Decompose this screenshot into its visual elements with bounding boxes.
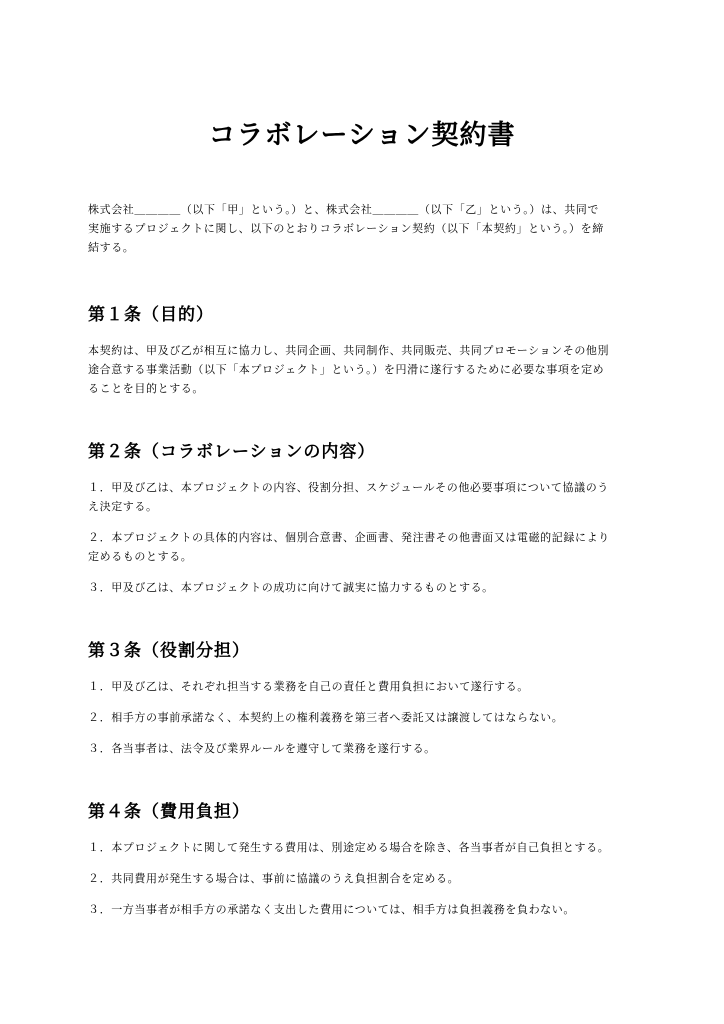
document-title: コラボレーション契約書 (208, 120, 516, 151)
clause-item: １．甲及び乙は、それぞれ担当する業務を自己の責任と費用負担において遂行する。 (88, 680, 529, 693)
article-heading: 第１条（目的） (88, 305, 214, 325)
article-4 (88, 800, 636, 919)
article-2 (88, 440, 636, 597)
clause-item: ３．甲及び乙は、本プロジェクトの成功に向けて誠実に協力するものとする。 (88, 581, 494, 594)
clause-item: ２．本プロジェクトの具体的内容は、個別合意書、企画書、発注書その他書面又は電磁的記録により 定めるものとする。 (88, 531, 610, 563)
clause-list (88, 838, 636, 919)
clause-item: ２．相手方の事前承諾なく、本契約上の権利義務を第三者へ委託又は譲渡してはならない。 (88, 711, 564, 724)
article-heading: 第２条（コラボレーションの内容） (88, 442, 376, 462)
article-3 (88, 639, 636, 758)
preamble: 株式会社＿＿＿＿（以下「甲」という。）と、株式会社＿＿＿＿（以下「乙」という。）は、共同で 実施するプロジェクトに関し、以下のとおりコラボレーション契約（以下「本契約」という。）を締 結する。 (88, 203, 604, 254)
clause-item: ３．各当事者は、法令及び業界ルールを遵守して業務を遂行する。 (88, 742, 436, 755)
article-heading: 第３条（役割分担） (88, 641, 250, 661)
clause-item: １．本プロジェクトに関して発生する費用は、別途定める場合を除き、各当事者が自己負担とする。 (88, 841, 610, 854)
clause-item: ２．共同費用が発生する場合は、事前に協議のうえ負担割合を定める。 (88, 872, 460, 885)
clause-item: １．甲及び乙は、本プロジェクトの内容、役割分担、スケジュールその他必要事項について協議のう え決定する。 (88, 481, 609, 513)
clause-list (88, 677, 636, 758)
article-body: 本契約は、甲及び乙が相互に協力し、共同企画、共同制作、共同販売、共同プロモーションその他別 途合意する事業活動（以下「本プロジェクト」という。）を円滑に遂行するために必要な事項を定め ることを目的とする。 (88, 344, 610, 395)
article-1 (88, 303, 636, 398)
clause-list (88, 478, 636, 597)
article-heading: 第４条（費用負担） (88, 802, 250, 822)
clause-item: ３．一方当事者が相手方の承諾なく支出した費用については、相手方は負担義務を負わない。 (88, 903, 575, 916)
